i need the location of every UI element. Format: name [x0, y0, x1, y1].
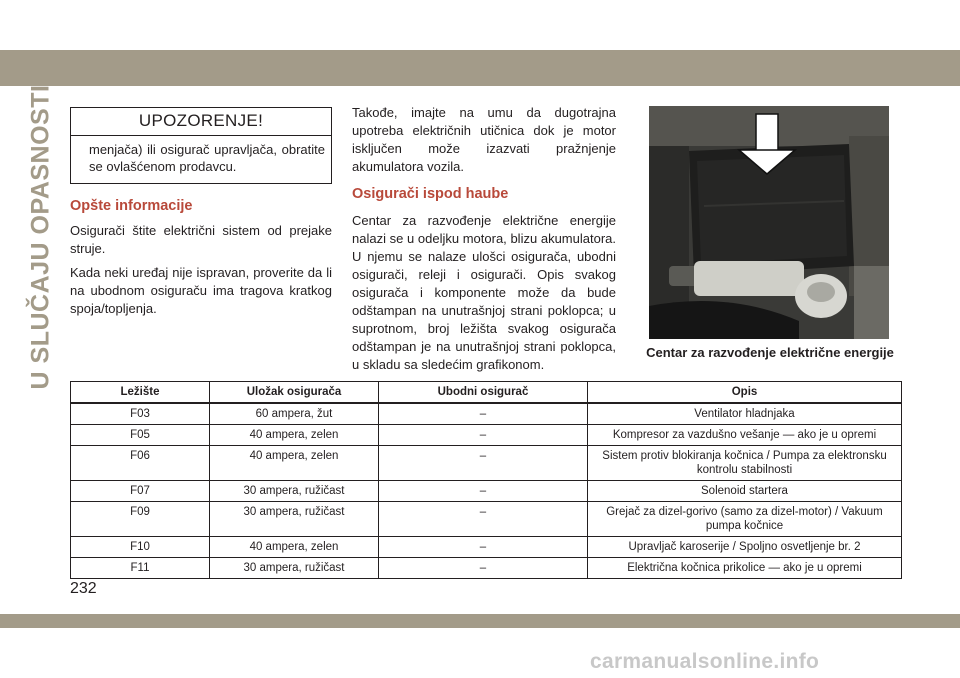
table-row — [71, 537, 902, 558]
header-mini-fuse: Ubodni osigurač — [379, 382, 588, 404]
battery-note-paragraph: Takođe, imajte na umu da dugotrajna upotreba električnih utičnica dok je motor isključen može izazvati pražnjenje akumulatora vozila. — [352, 105, 616, 174]
cell-cavity: F06 — [71, 446, 210, 481]
cell-mini: – — [379, 446, 588, 481]
general-info-heading: Opšte informacije — [70, 198, 193, 214]
middle-column — [352, 104, 616, 380]
cell-mini: – — [379, 403, 588, 425]
page-number: 232 — [70, 580, 97, 597]
cell-cartridge: 40 ampera, zelen — [210, 537, 379, 558]
engine-photo-illustration — [649, 106, 889, 339]
table-row — [71, 403, 902, 425]
cell-mini: – — [379, 502, 588, 537]
header-description: Opis — [588, 382, 902, 404]
section-side-tab — [26, 84, 56, 390]
photo-caption: Centar za razvođenje električne energije — [646, 345, 894, 360]
bottom-band — [0, 614, 960, 628]
warning-body: menjača) ili osigurač upravljača, obratite se ovlašćenom prodavcu. — [89, 142, 325, 174]
cell-cartridge: 30 ampera, ružičast — [210, 558, 379, 579]
table-row — [71, 481, 902, 502]
table-row — [71, 502, 902, 537]
under-hood-fuses-heading: Osigurači ispod haube — [352, 186, 509, 202]
cell-description: Solenoid startera — [588, 481, 902, 502]
header-cavity: Ležište — [71, 382, 210, 404]
cell-description: Električna kočnica prikolice — ako je u opremi — [588, 558, 902, 579]
cell-description: Kompresor za vazdušno vešanje — ako je u opremi — [588, 425, 902, 446]
table-row — [71, 558, 902, 579]
cell-cavity: F03 — [71, 403, 210, 425]
fuse-table-header-row — [71, 382, 902, 404]
cell-mini: – — [379, 537, 588, 558]
cell-cartridge: 30 ampera, ružičast — [210, 481, 379, 502]
general-info-paragraph-2: Kada neki uređaj nije ispravan, proverite da li na ubodnom osiguraču ima tragova kratkog spoja/topljenja. — [70, 265, 332, 316]
cell-mini: – — [379, 481, 588, 502]
cell-cavity: F05 — [71, 425, 210, 446]
cell-cavity: F09 — [71, 502, 210, 537]
cell-cartridge: 30 ampera, ružičast — [210, 502, 379, 537]
engine-compartment-photo — [649, 106, 889, 339]
warning-title: UPOZORENJE! — [71, 108, 331, 136]
table-row — [71, 425, 902, 446]
cell-description: Upravljač karoserije / Spoljno osvetljenje br. 2 — [588, 537, 902, 558]
cell-description: Grejač za dizel-gorivo (samo za dizel-motor) / Vakuum pumpa kočnice — [588, 502, 902, 537]
fuse-table — [70, 381, 902, 579]
watermark: carmanualsonline.info — [590, 650, 820, 673]
cell-cavity: F11 — [71, 558, 210, 579]
cell-cavity: F07 — [71, 481, 210, 502]
table-row — [71, 446, 902, 481]
cell-description: Sistem protiv blokiranja kočnica / Pumpa za elektronsku kontrolu stabilnosti — [588, 446, 902, 481]
cell-cartridge: 60 ampera, žut — [210, 403, 379, 425]
top-band — [0, 50, 960, 86]
warning-box — [70, 107, 332, 184]
coolant-reservoir — [694, 261, 804, 296]
cell-cartridge: 40 ampera, zelen — [210, 425, 379, 446]
cell-mini: – — [379, 558, 588, 579]
cell-mini: – — [379, 425, 588, 446]
cell-cavity: F10 — [71, 537, 210, 558]
left-column — [70, 107, 332, 324]
under-hood-fuses-paragraph: Centar za razvođenje električne energije nalazi se u odeljku motora, blizu akumulatora. U njemu se nalaze ulošci osigurača, ubodni osigurači, releji i osigurači. Opis svakog osigurača i komponente može da bude odštampan na unutrašnjoj strani poklopca; u suprotnom, broj ležišta svakog osigurača odštampan je na unutrašnjoj strani poklopca, u skladu sa sledećim grafikonom. — [352, 213, 616, 372]
header-cartridge-fuse: Uložak osigurača — [210, 382, 379, 404]
cell-description: Ventilator hladnjaka — [588, 403, 902, 425]
general-info-paragraph-1: Osigurači štite električni sistem od prejake struje. — [70, 223, 332, 256]
section-side-tab-label: U SLUČAJU OPASNOSTI — [26, 84, 55, 390]
cell-cartridge: 40 ampera, zelen — [210, 446, 379, 481]
